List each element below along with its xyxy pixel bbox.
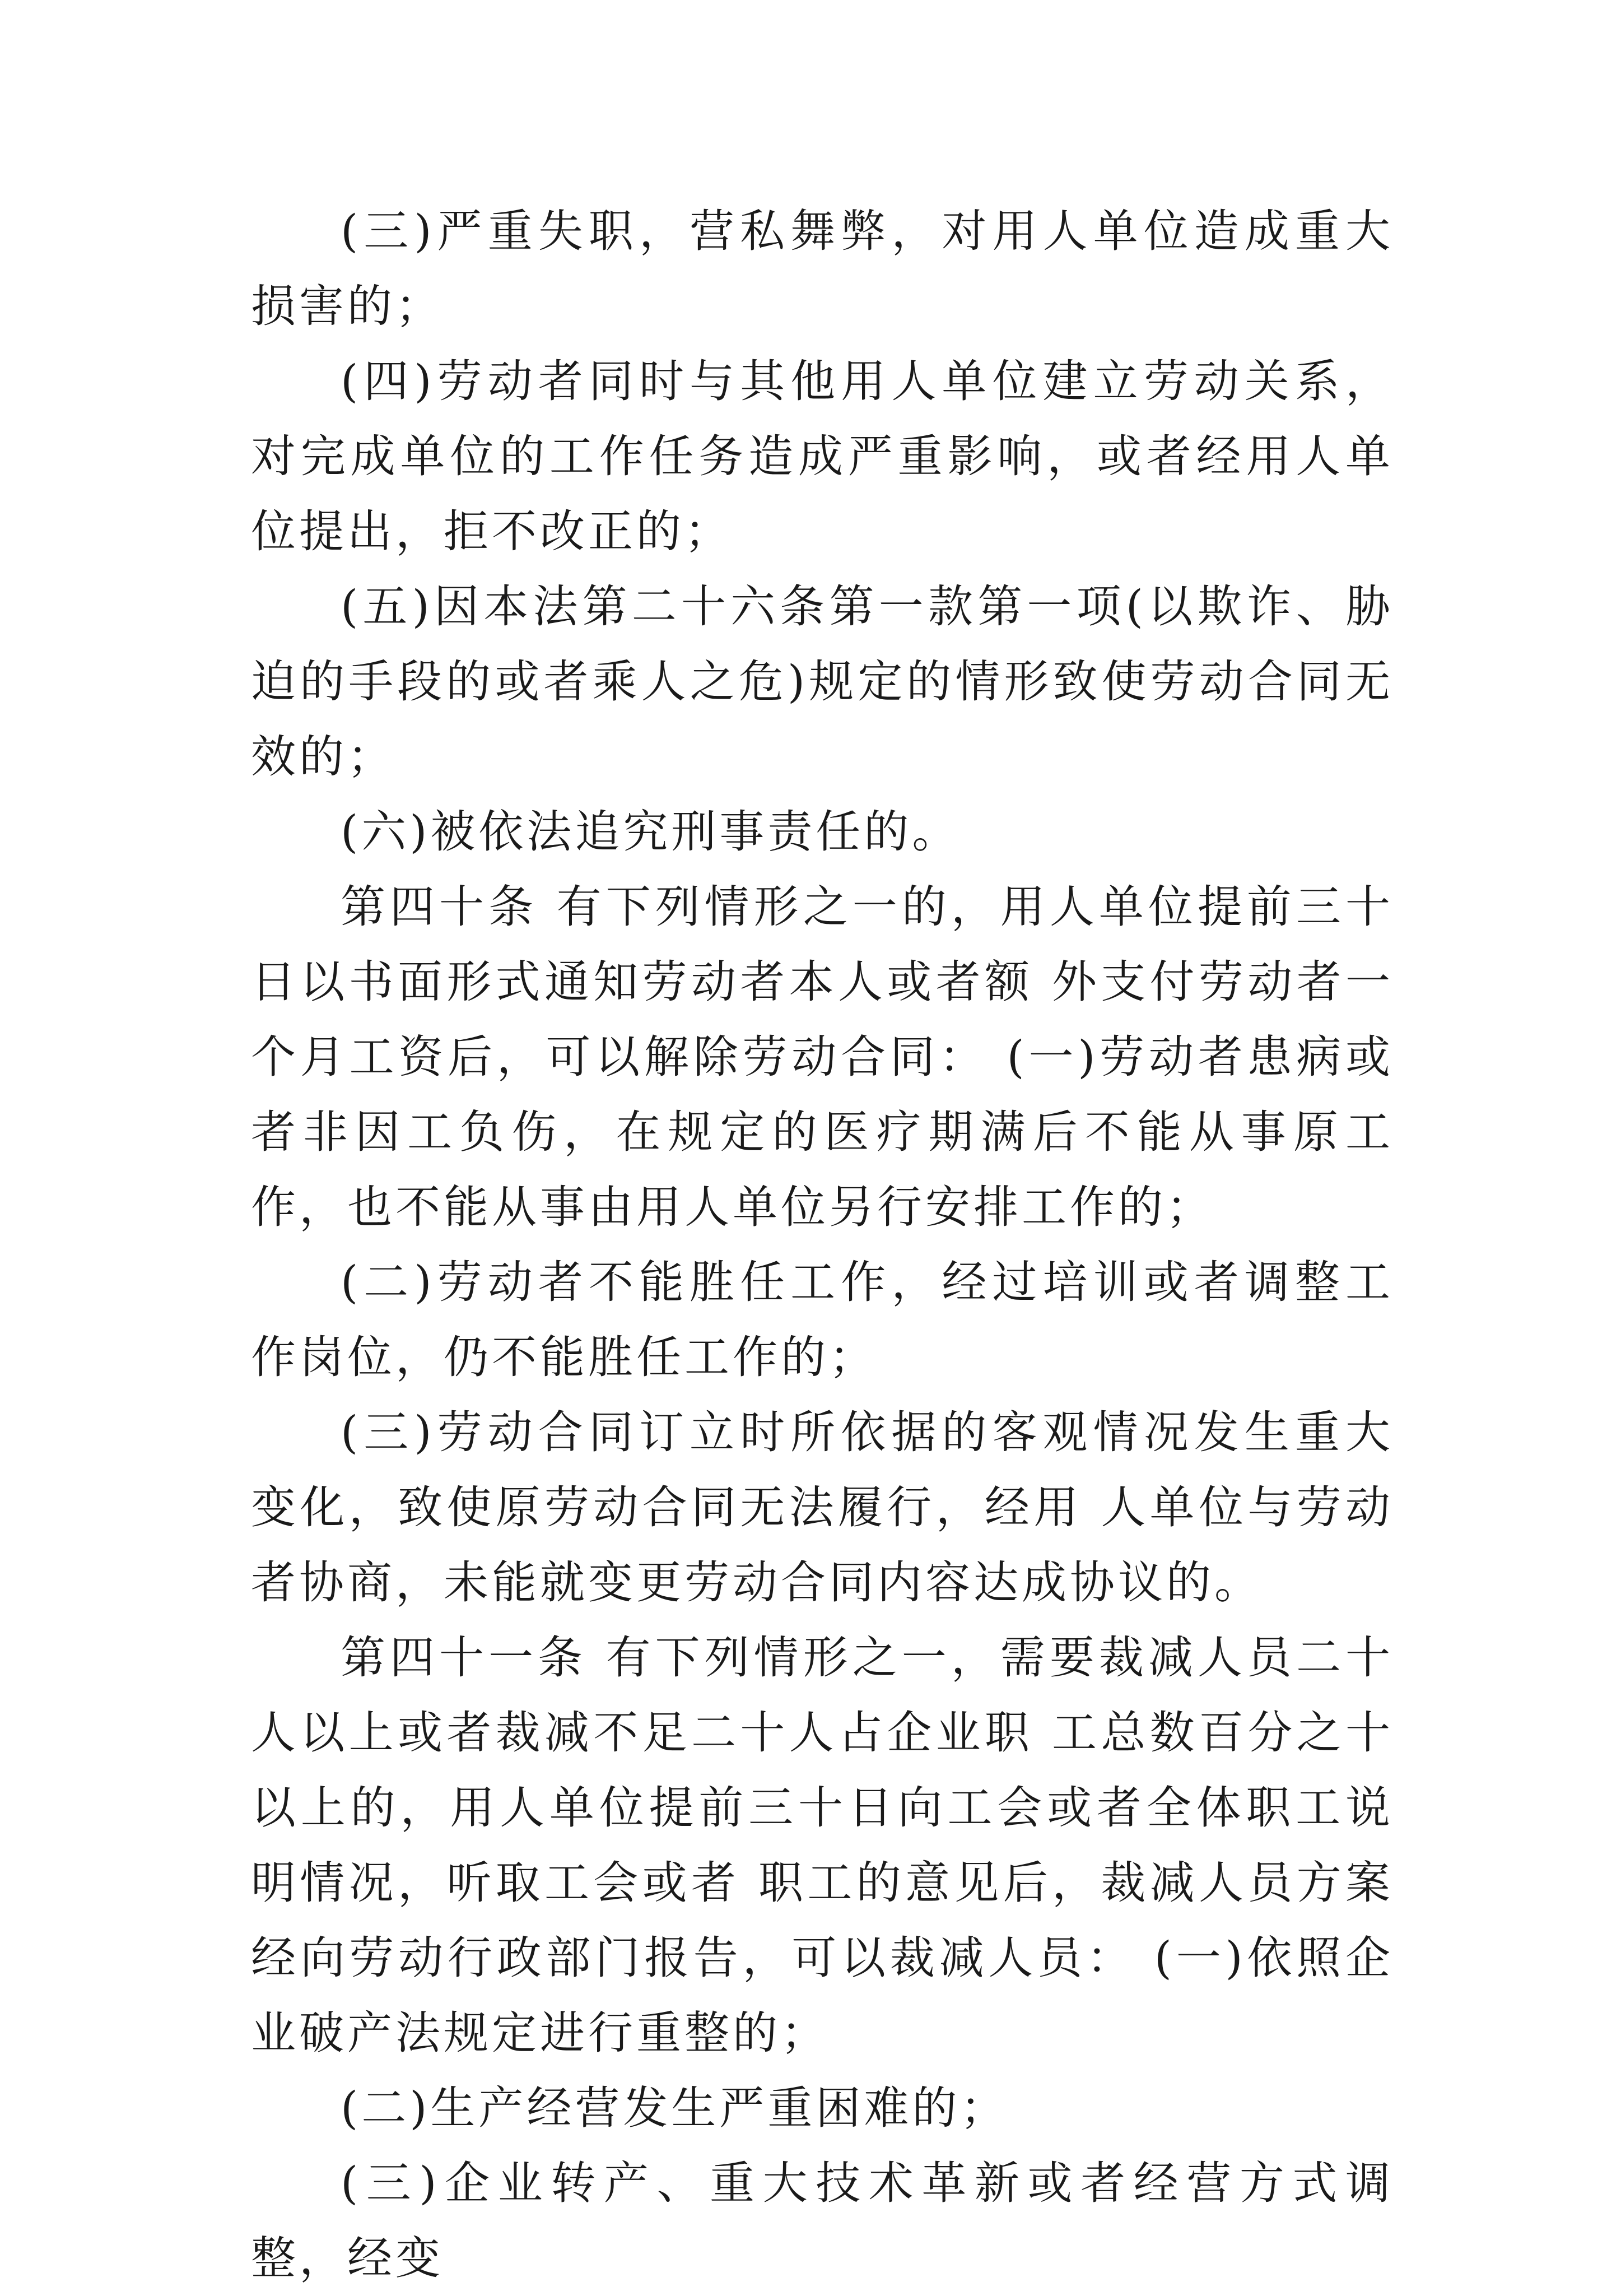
article-41-item-3: (三)企业转产、重大技术革新或者经营方式调整，经变 [251, 2157, 1394, 2284]
paragraph-item-5: (五)因本法第二十六条第一款第一项(以欺诈、胁迫的手段的或者乘人之危)规定的情形致使劳动合同无效的； [251, 580, 1394, 783]
article-40: 第四十条 有下列情形之一的，用人单位提前三十日以书面形式通知劳动者本人或者额 外支付劳动者一个月工资后，可以解除劳动合同： (一)劳动者患病或者非因工负伤，在规定的医疗期满后不能从事原工作，也不能从事由用人单位另行安排工作的； [251, 881, 1394, 1233]
paragraph-item-6: (六)被依法追究刑事责任的。 [341, 806, 961, 858]
paragraph-item-4: (四)劳动者同时与其他用人单位建立劳动关系，对完成单位的工作任务造成严重影响，或者经用人单位提出，拒不改正的； [251, 355, 1394, 557]
article-41: 第四十一条 有下列情形之一，需要裁减人员二十人以上或者裁减不足二十人占企业职 工总数百分之十以上的，用人单位提前三十日向工会或者全体职工说明情况，听取工会或者 职工的意见后，裁减人员方案经向劳动行政部门报告，可以裁减人员： (一)依照企业破产法规定进行重整的； [251, 1632, 1394, 2059]
paragraph-item-3: (三)严重失职，营私舞弊，对用人单位造成重大损害的； [251, 205, 1394, 332]
article-40-item-2: (二)劳动者不能胜任工作，经过培训或者调整工作岗位，仍不能胜任工作的； [251, 1256, 1394, 1383]
article-41-item-2: (二)生产经营发生严重困难的； [341, 2082, 1009, 2134]
article-40-item-3: (三)劳动合同订立时所依据的客观情况发生重大变化，致使原劳动合同无法履行，经用 人单位与劳动者协商，未能就变更劳动合同内容达成协议的。 [251, 1406, 1394, 1609]
document-body [251, 194, 1394, 2296]
